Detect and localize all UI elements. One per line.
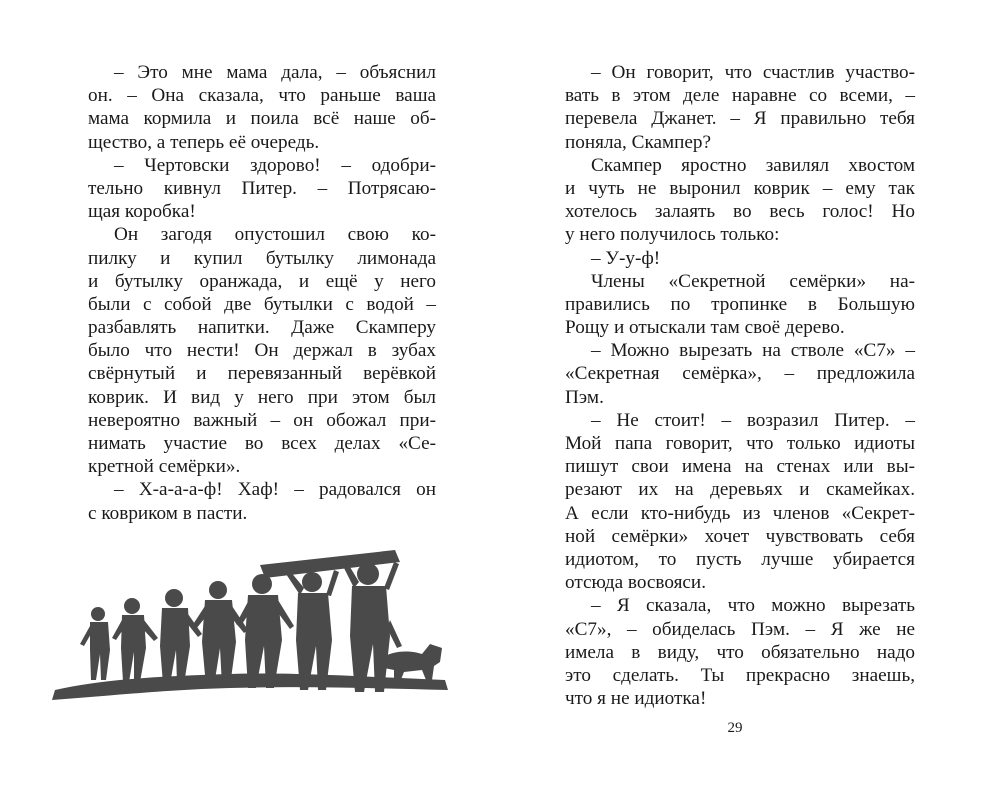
text-line: коврик. И вид у него при этом был bbox=[88, 386, 436, 408]
text-line: с ковриком в пасти. bbox=[88, 502, 248, 524]
children-and-dog-silhouette-illustration bbox=[50, 540, 450, 715]
text-line: Скампер яростно завилял хвостом bbox=[591, 154, 915, 176]
text-line: были с собой две бутылки с водой – bbox=[88, 293, 436, 315]
text-line: это сделать. Ты прекрасно знаешь, bbox=[565, 664, 915, 686]
text-line: правились по тропинке в Большую bbox=[565, 293, 915, 315]
text-line: А если кто-нибудь из членов «Секрет- bbox=[565, 502, 915, 524]
text-line: – Он говорит, что счастлив участво- bbox=[591, 62, 915, 83]
text-line: – Х-а-а-а-ф! Хаф! – радовался он bbox=[114, 479, 436, 501]
text-line: резают их на деревьях и скамейках. bbox=[565, 479, 915, 501]
text-line: и бутылку оранжада, и ещё у него bbox=[88, 270, 436, 292]
text-line: идиотом, то пусть лучше убирается bbox=[565, 548, 915, 570]
text-line: пилку и купил бутылку лимонада bbox=[88, 247, 436, 269]
text-line: Он загодя опустошил свою ко- bbox=[114, 224, 436, 246]
text-line: хотелось залаять во весь голос! Но bbox=[565, 201, 915, 223]
text-line: невероятно важный – он обожал при- bbox=[88, 409, 436, 431]
text-line: пишут свои имена на стенах или вы- bbox=[565, 456, 915, 478]
text-line: вать в этом деле наравне со всеми, – bbox=[565, 85, 915, 107]
text-line: «С7», – обиделась Пэм. – Я же не bbox=[565, 618, 915, 640]
text-line: щая коробка! bbox=[88, 201, 196, 223]
text-line: – Я сказала, что можно вырезать bbox=[591, 595, 915, 617]
text-line: Пэм. bbox=[565, 386, 604, 408]
text-line: и чуть не выронил коврик – ему так bbox=[565, 177, 915, 199]
text-line: «Секретная семёрка», – предложила bbox=[565, 363, 915, 385]
text-line: – Не стоит! – возразил Питер. – bbox=[591, 409, 915, 431]
text-line: поняла, Скампер? bbox=[565, 131, 712, 153]
text-line: разбавлять напитки. Даже Скамперу bbox=[88, 317, 436, 339]
text-line: он. – Она сказала, что раньше ваша bbox=[88, 85, 436, 107]
left-page bbox=[0, 0, 492, 811]
left-text-column bbox=[88, 61, 436, 525]
text-line: – У-у-ф! bbox=[591, 247, 661, 269]
right-text-column bbox=[565, 61, 915, 710]
text-line: Мой папа говорит, что только идиоты bbox=[565, 433, 915, 454]
text-line: тельно кивнул Питер. – Потрясаю- bbox=[88, 177, 436, 199]
text-line: нимать участие во всех делах «Се- bbox=[88, 433, 436, 454]
text-line: кретной семёрки». bbox=[88, 456, 241, 478]
text-line: свёрнутый и перевязанный верёвкой bbox=[88, 363, 436, 385]
text-line: щество, а теперь её очередь. bbox=[88, 131, 320, 153]
text-line: Рощу и отыскали там своё дерево. bbox=[565, 317, 845, 339]
text-line: отсюда восвояси. bbox=[565, 572, 706, 594]
text-line: у него получилось только: bbox=[565, 224, 780, 246]
text-line: – Чертовски здорово! – одобри- bbox=[114, 154, 436, 176]
text-line: мама кормила и поила всё наше об- bbox=[88, 108, 436, 130]
text-line: что я не идиотка! bbox=[565, 688, 707, 710]
text-line: имела в виду, что обязательно надо bbox=[565, 641, 915, 663]
text-line: – Это мне мама дала, – объяснил bbox=[114, 62, 436, 83]
text-line: ной семёрки» хочет чувствовать себя bbox=[565, 525, 915, 547]
text-line: было что нести! Он держал в зубах bbox=[88, 340, 436, 362]
page-number: 29 bbox=[727, 720, 743, 736]
text-line: перевела Джанет. – Я правильно тебя bbox=[565, 108, 915, 130]
text-line: Члены «Секретной семёрки» на- bbox=[591, 270, 915, 292]
text-line: – Можно вырезать на стволе «С7» – bbox=[591, 340, 915, 362]
